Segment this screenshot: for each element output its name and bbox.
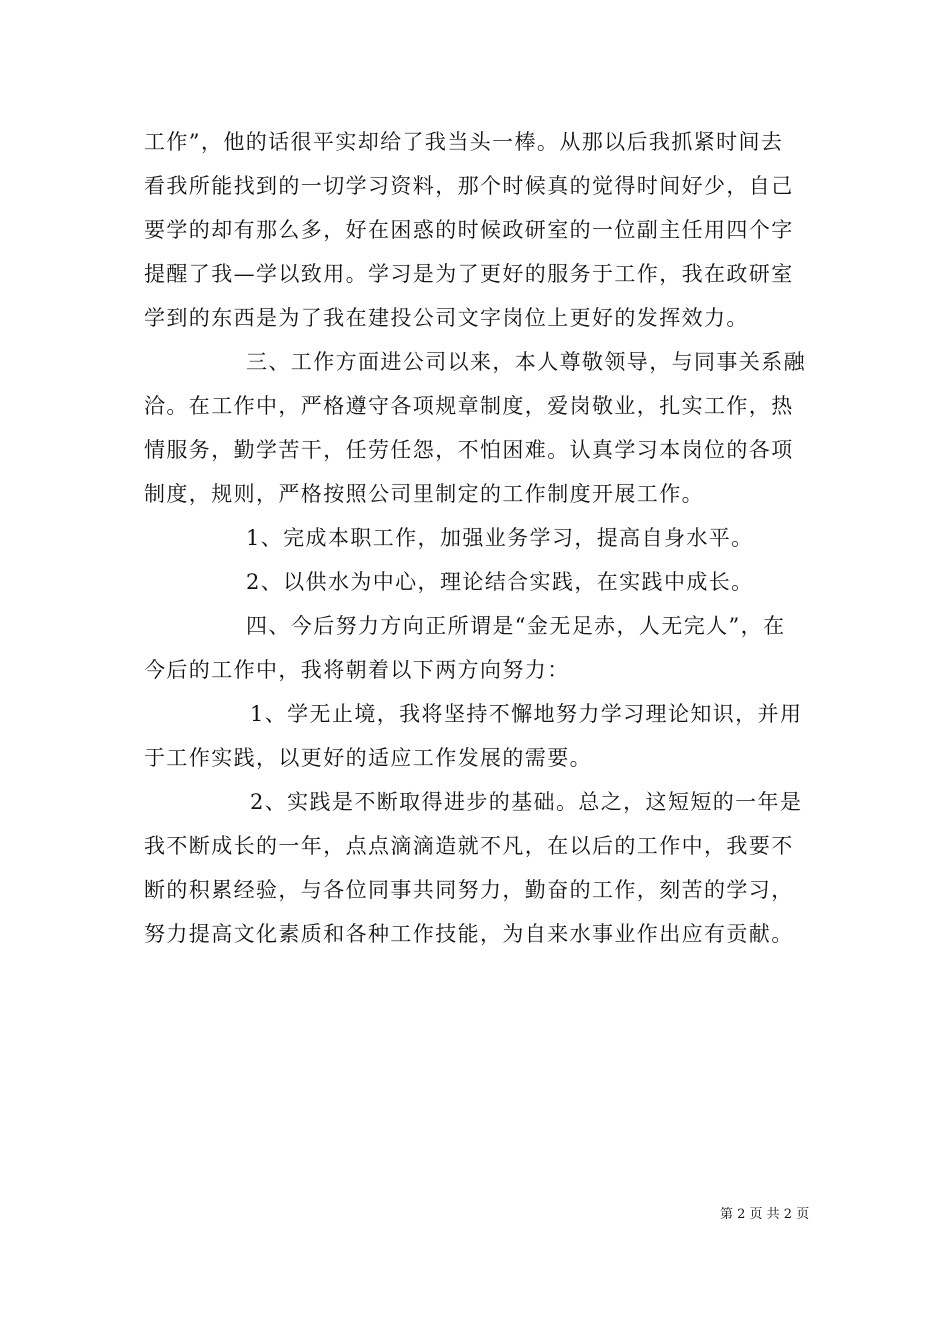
list-item-line: 1、学无止境，我将坚持不懈地努力学习理论知识，并用	[250, 702, 803, 726]
text-line: 努力提高文化素质和各种工作技能，为自来水事业作出应有贡献。	[144, 922, 794, 946]
text-line: 情服务，勤学苦干，任劳任怨，不怕困难。认真学习本岗位的各项	[144, 438, 794, 462]
page-number-footer: 第 2 页 共 2 页	[720, 1207, 810, 1222]
text-line: 要学的却有那么多，好在困惑的时候政研室的一位副主任用四个字	[144, 218, 794, 242]
body-text	[144, 120, 809, 956]
text-line: 断的积累经验，与各位同事共同努力，勤奋的工作，刻苦的学习，	[144, 878, 794, 902]
list-item-line: 2、实践是不断取得进步的基础。总之，这短短的一年是	[250, 790, 803, 814]
text-line: 看我所能找到的一切学习资料，那个时候真的觉得时间好少，自己	[144, 174, 794, 198]
text-line: 学到的东西是为了我在建投公司文字岗位上更好的发挥效力。	[144, 306, 749, 330]
text-line: 于工作实践，以更好的适应工作发展的需要。	[144, 746, 592, 770]
text-line: 工作”，他的话很平实却给了我当头一棒。从那以后我抓紧时间去	[144, 130, 784, 154]
text-line: 今后的工作中，我将朝着以下两方向努力：	[144, 658, 570, 682]
text-line: 洽。在工作中，严格遵守各项规章制度，爱岗敬业，扎实工作，热	[144, 394, 794, 418]
section-heading-line: 四、今后努力方向正所谓是“金无足赤，人无完人”，在	[246, 614, 786, 638]
text-line: 我不断成长的一年，点点滴滴造就不凡，在以后的工作中，我要不	[144, 834, 794, 858]
text-line: 提醒了我—学以致用。学习是为了更好的服务于工作，我在政研室	[144, 262, 794, 286]
section-heading-line: 三、工作方面进公司以来，本人尊敬领导，与同事关系融	[246, 350, 806, 374]
text-line: 制度，规则，严格按照公司里制定的工作制度开展工作。	[144, 482, 704, 506]
list-item-line: 1、完成本职工作，加强业务学习，提高自身水平。	[246, 526, 754, 550]
list-item-line: 2、以供水为中心，理论结合实践，在实践中成长。	[246, 570, 754, 594]
